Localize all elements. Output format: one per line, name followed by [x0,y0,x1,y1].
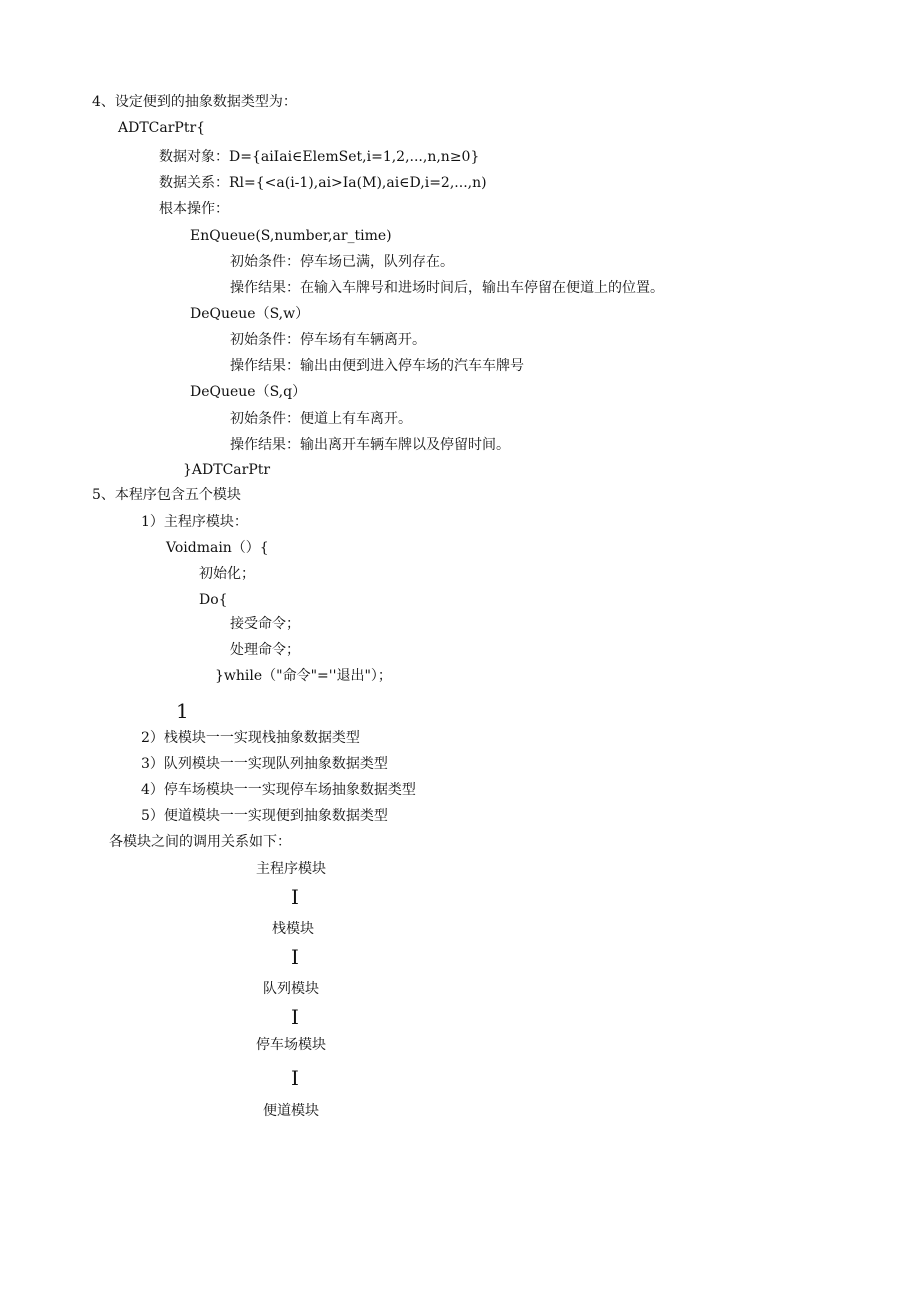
hierarchy-node-stack: 栈模块 [272,921,314,937]
op-dequeue-w-signature: DeQueue（S,w） [190,306,310,322]
code-close: 1 [176,699,189,723]
hierarchy-connector: I [291,945,299,969]
op-dequeue-q-precondition: 初始条件：便道上有车离开。 [230,411,412,427]
hierarchy-node-queue: 队列模块 [263,981,319,997]
data-relation: 数据关系：Rl={<a(i-1),ai>Ia(M),ai∈D,i=2,...,n) [159,175,487,191]
code-process: 处理命令； [230,642,300,658]
op-dequeue-q-result: 操作结果：输出离开车辆车牌以及停留时间。 [230,437,510,453]
module-2-label: 2）栈模块一一实现栈抽象数据类型 [141,730,360,746]
section4-title: 4、设定便到的抽象数据类型为： [92,94,297,110]
op-enqueue-signature: EnQueue(S,number,ar_time) [190,228,392,244]
code-do: Do{ [199,592,228,608]
module-5-label: 5）便道模块一一实现便到抽象数据类型 [141,808,388,824]
hierarchy-node-main: 主程序模块 [256,861,326,877]
hierarchy-node-parking: 停车场模块 [256,1037,326,1053]
module-3-label: 3）队列模块一一实现队列抽象数据类型 [141,756,388,772]
hierarchy-connector: I [291,1005,299,1029]
code-init: 初始化； [199,566,255,582]
op-dequeue-q-signature: DeQueue（S,q） [190,384,307,400]
basic-operations-label: 根本操作： [159,201,229,217]
adt-close: }ADTCarPtr [183,462,271,478]
code-while: }while（"命令"=''退出"）； [215,668,392,684]
hierarchy-node-lane: 便道模块 [263,1103,319,1119]
hierarchy-connector: I [291,885,299,909]
module-1-label: 1）主程序模块： [141,514,248,530]
code-accept: 接受命令； [230,616,300,632]
op-enqueue-result: 操作结果：在输入车牌号和进场时间后，输出车停留在便道上的位置。 [230,280,664,296]
op-dequeue-w-precondition: 初始条件：停车场有车辆离开。 [230,332,426,348]
module-4-label: 4）停车场模块一一实现停车场抽象数据类型 [141,782,416,798]
code-main: Voidmain（）{ [166,540,269,556]
data-object: 数据对象：D={aiIai∈ElemSet,i=1,2,...,n,n≥0} [159,149,480,165]
op-enqueue-precondition: 初始条件：停车场已满，队列存在。 [230,254,454,270]
hierarchy-connector: I [291,1066,299,1090]
call-relation-label: 各模块之间的调用关系如下： [109,834,291,850]
adt-open: ADTCarPtr{ [118,120,206,136]
op-dequeue-w-result: 操作结果：输出由便到进入停车场的汽车车牌号 [230,358,524,374]
section5-title: 5、本程序包含五个模块 [92,487,241,503]
